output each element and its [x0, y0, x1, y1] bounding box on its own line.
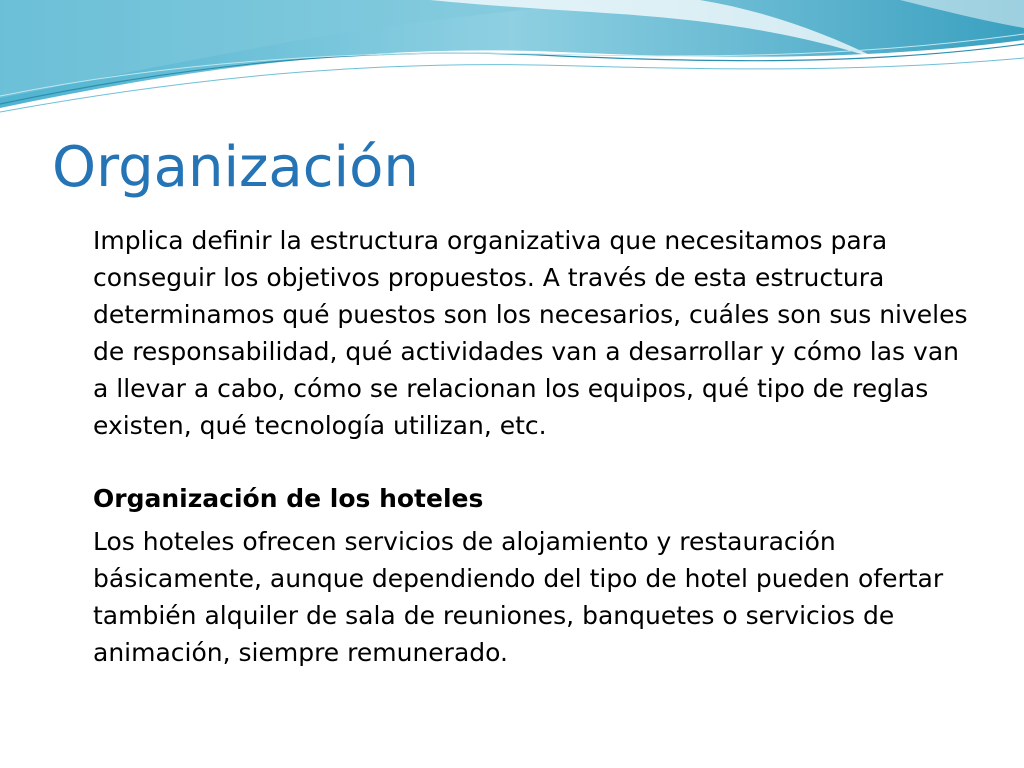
- wave-header-decoration: [0, 0, 1024, 120]
- paragraph-organizacion: Implica definir la estructura organizativa que necesitamos para conseguir los objetivos propuestos. A través de esta estructura determinamos qué puestos son los necesarios, cuáles son sus niveles de responsabilidad, qué actividades van a desarrollar y cómo las van a llevar a cabo, cómo se relacionan los equipos, qué tipo de reglas existen, qué tecnología utilizan, etc.: [93, 226, 968, 440]
- slide-title: Organización: [52, 135, 419, 200]
- paragraph-hoteles: Los hoteles ofrecen servicios de alojamiento y restauración básicamente, aunque dependiendo del tipo de hotel pueden ofertar también alquiler de sala de reuniones, banquetes o servicios de animación, siempre remunerado.: [93, 527, 944, 667]
- subheading-hoteles: Organización de los hoteles: [93, 484, 484, 513]
- slide-body: [93, 222, 973, 671]
